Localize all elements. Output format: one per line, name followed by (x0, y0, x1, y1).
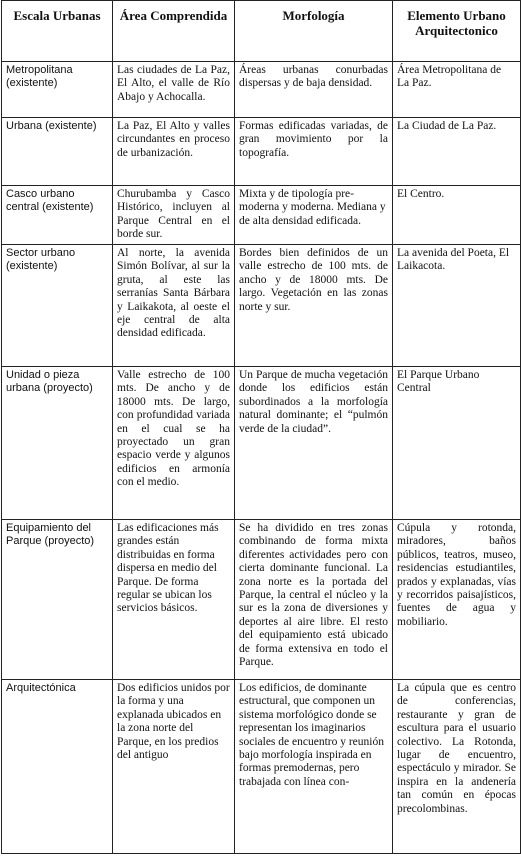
table-row (2, 367, 521, 520)
header-morfologia: Morfología (235, 1, 393, 62)
morphology-table (1, 0, 521, 854)
cell-morfologia: Se ha dividido en tres zonas combinando de forma mixta diferentes actividades pero con cierta dominante funcional. La zona norte es la portada del Parque, la central el núcleo y la sur es la zona de diversiones y deportes al aire libre. El resto del equipamiento está ubicado de forma extensiva en todo el Parque. (235, 520, 393, 680)
cell-escala: Unidad o pieza urbana (proyecto) (2, 367, 113, 520)
header-elemento: Elemento Urbano Arquitectonico (393, 1, 521, 62)
cell-elemento: Cúpula y rotonda, miradores, baños públicos, teatros, museo, residencias estudiantiles, prados y explanadas, vías y recorridos paisajísticos, fuentes de agua y mobiliario. (393, 520, 521, 680)
cell-escala: Equipamiento del Parque (proyecto) (2, 520, 113, 680)
cell-escala: Casco urbano central (existente) (2, 186, 113, 245)
cell-elemento: Área Metropolitana de La Paz. (393, 62, 521, 118)
cell-area: Las ciudades de La Paz, El Alto, el valle de Río Abajo y Achocalla. (113, 62, 235, 118)
table-row (2, 62, 521, 118)
cell-area: Valle estrecho de 100 mts. De ancho y de 18000 mts. De largo, con profundidad variada en el cual se ha proyectado un gran espacio verde y algunos edificios en armonía con el medio. (113, 367, 235, 520)
cell-area: La Paz, El Alto y valles circundantes en proceso de urbanización. (113, 118, 235, 186)
cell-escala: Arquitectónica (2, 680, 113, 854)
cell-morfologia: Bordes bien definidos de un valle estrecho de 100 mts. de ancho y de 18000 mts. De largo. Vegetación en las zonas norte y sur. (235, 245, 393, 367)
cell-morfologia: Mixta y de tipología pre-moderna y moderna. Mediana y de alta densidad edificada. (235, 186, 393, 245)
table-row (2, 680, 521, 854)
table-row (2, 520, 521, 680)
cell-morfologia: Los edificios, de dominante estructural, que componen un sistema morfológico donde se representan los imaginarios sociales de encuentro y reunión bajo morfología inspirada en formas premodernas, pero trabajada con línea con- (235, 680, 393, 854)
cell-area: Las edificaciones más grandes están distribuidas en forma dispersa en medio del Parque. De forma regular se ubican los servicios básicos. (113, 520, 235, 680)
cell-area: Churubamba y Casco Histórico, incluyen al Parque Central en el borde sur. (113, 186, 235, 245)
header-escala: Escala Urbanas (2, 1, 113, 62)
header-area: Área Comprendida (113, 1, 235, 62)
cell-elemento: La cúpula que es centro de conferencias, restaurante y gran de escultura para el usuario colectivo. La Rotonda, lugar de encuentro, espectáculo y mirador. Se inspira en la andenería tan común en épocas precolombinas. (393, 680, 521, 854)
cell-area: Al norte, la avenida Simón Bolívar, al sur la gruta, al este las serranías Santa Bárbara y Laikakota, al oeste el eje central de alta densidad edificada. (113, 245, 235, 367)
table-row (2, 186, 521, 245)
header-row (2, 1, 521, 62)
cell-escala: Urbana (existente) (2, 118, 113, 186)
cell-morfologia: Un Parque de mucha vegetación donde los edificios están subordinados a la morfología natural dominante; el “pulmón verde de la ciudad”. (235, 367, 393, 520)
cell-elemento: La Ciudad de La Paz. (393, 118, 521, 186)
cell-morfologia: Formas edificadas variadas, de gran movimiento por la topografía. (235, 118, 393, 186)
cell-elemento: La avenida del Poeta, El Laikacota. (393, 245, 521, 367)
cell-elemento: El Centro. (393, 186, 521, 245)
table-row (2, 118, 521, 186)
cell-morfologia: Áreas urbanas conurbadas dispersas y de baja densidad. (235, 62, 393, 118)
cell-elemento: El Parque Urbano Central (393, 367, 521, 520)
cell-escala: Sector urbano (existente) (2, 245, 113, 367)
cell-area: Dos edificios unidos por la forma y una explanada ubicados en la zona norte del Parque, en los predios del antiguo (113, 680, 235, 854)
cell-escala: Metropolitana (existente) (2, 62, 113, 118)
table-row (2, 245, 521, 367)
